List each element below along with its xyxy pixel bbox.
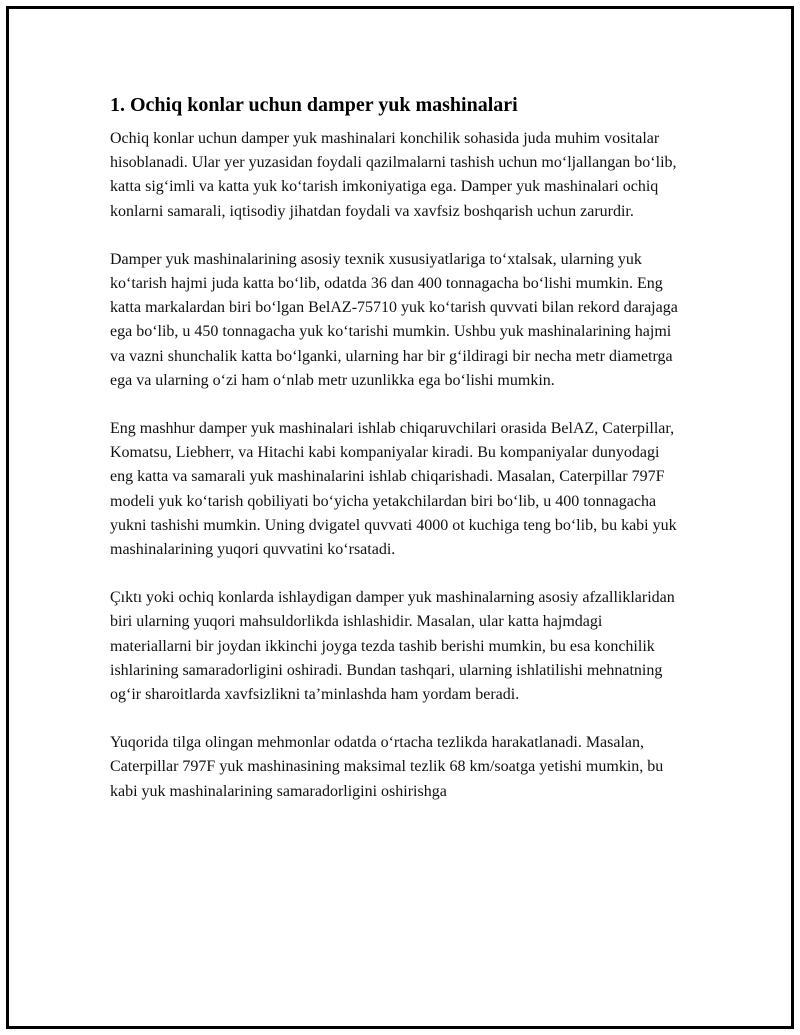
paragraph-manufacturers: Eng mashhur damper yuk mashinalari ishlab chiqaruvchilari orasida BelAZ, Caterpillar, Komatsu, Liebherr, va Hitachi kabi kompaniyalar kiradi. Bu kompaniyalar dunyodagi eng katta va samarali yuk mashinalarini ishlab chiqarishadi. Masalan, Caterpillar 797F modeli yuk ko‘tarish qobiliyati bo‘yicha yetakchilardan biri bo‘lib, u 400 tonnagacha yukni tashishi mumkin. Uning dvigatel quvvati 4000 ot kuchiga teng bo‘lib, bu kabi yuk mashinalarining yuqori quvvatini ko‘rsatadi. <box>110 420 677 559</box>
paragraph-technical-specs: Damper yuk mashinalarining asosiy texnik xususiyatlariga to‘xtalsak, ularning yuk ko‘tarish hajmi juda katta bo‘lib, odatda 36 dan 400 tonnagacha bo‘lishi mumkin. Eng katta markalardan biri bo‘lgan BelAZ-75710 yuk ko‘tarish quvvati bilan rekord darajaga ega bo‘lib, u 450 tonnagacha yuk ko‘tarishi mumkin. Ushbu yuk mashinalarining hajmi va vazni shunchalik katta bo‘lganki, ularning har bir g‘ildiragi bir necha metr diametrga ega va ularning o‘zi ham o‘nlab metr uzunlikka ega bo‘lishi mumkin. <box>110 250 678 389</box>
document-body <box>110 92 680 828</box>
paragraph-intro: Ochiq konlar uchun damper yuk mashinalari konchilik sohasida juda muhim vositalar hisoblanadi. Ular yer yuzasidan foydali qazilmalarni tashish uchun mo‘ljallangan bo‘lib, katta sig‘imli va katta yuk ko‘tarish imkoniyatiga ega. Damper yuk mashinalari ochiq konlarni samarali, iqtisodiy jihatdan foydali va xavfsiz boshqarish uchun zarurdir. <box>110 130 677 220</box>
paragraph-speed: Yuqorida tilga olingan mehmonlar odatda o‘rtacha tezlikda harakatlanadi. Masalan, Caterpillar 797F yuk mashinasining maksimal tezlik 68 km/soatga yetishi mumkin, bu kabi yuk mashinalarining samaradorligini oshirishga <box>110 734 664 800</box>
paragraph-advantages: Çıktı yoki ochiq konlarda ishlaydigan damper yuk mashinalarning asosiy afzalliklaridan biri ularning yuqori mahsuldorlikda ishlashidir. Masalan, ular katta hajmdagi materiallarni bir joydan ikkinchi joyga tezda tashib berishi mumkin, bu esa konchilik ishlarining samaradorligini oshiradi. Bundan tashqari, ularning ishlatilishi mehnatning og‘ir sharoitlarda xavfsizlikni ta’minlashda ham yordam beradi. <box>110 589 675 704</box>
section-heading: 1. Ochiq konlar uchun damper yuk mashinalari <box>110 94 518 116</box>
